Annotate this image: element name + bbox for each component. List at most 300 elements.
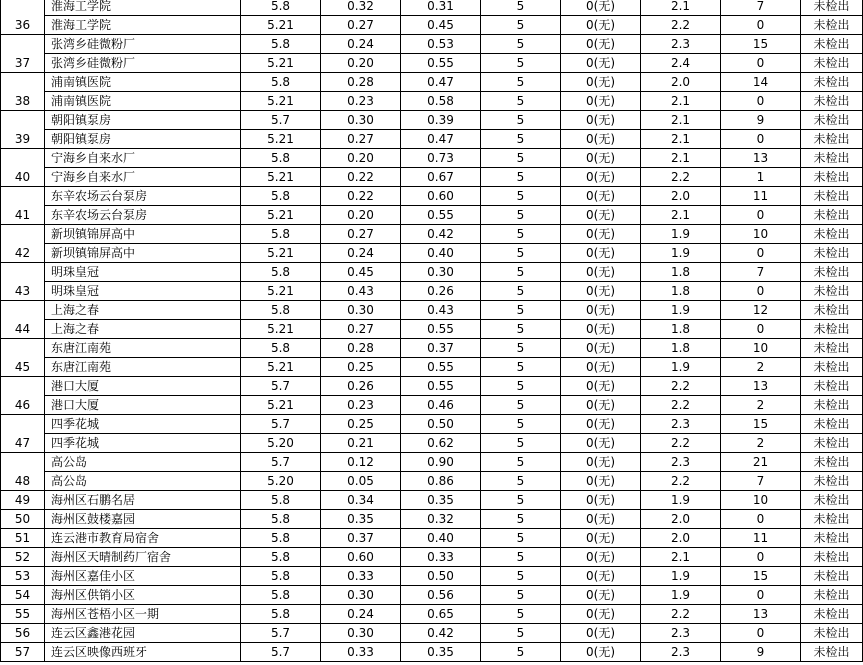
result-cell: 未检出 [801, 263, 863, 282]
row-number-cell: 51 [1, 529, 45, 548]
value-3-cell: 5 [481, 111, 561, 130]
table-row [1, 643, 863, 662]
table-body [1, 0, 863, 662]
site-name-cell: 宁海乡自来水厂 [45, 149, 241, 168]
value-1-cell: 0.05 [321, 472, 401, 491]
table-row [1, 168, 863, 187]
site-name-cell: 宁海乡自来水厂 [45, 168, 241, 187]
value-1-cell: 0.22 [321, 168, 401, 187]
value-2-cell: 0.67 [401, 168, 481, 187]
site-name-cell: 东唐江南苑 [45, 339, 241, 358]
site-name-cell: 海州区天晴制药厂宿舍 [45, 548, 241, 567]
sample-date-cell: 5.8 [241, 149, 321, 168]
sample-date-cell: 5.21 [241, 16, 321, 35]
value-6-cell: 0 [721, 92, 801, 111]
value-2-cell: 0.65 [401, 605, 481, 624]
site-name-cell: 四季花城 [45, 415, 241, 434]
value-6-cell: 11 [721, 187, 801, 206]
table-row [1, 396, 863, 415]
value-6-cell: 14 [721, 73, 801, 92]
value-2-cell: 0.56 [401, 586, 481, 605]
table-row [1, 339, 863, 358]
value-3-cell: 5 [481, 605, 561, 624]
value-5-cell: 2.1 [641, 149, 721, 168]
sample-date-cell: 5.8 [241, 0, 321, 16]
value-2-cell: 0.50 [401, 415, 481, 434]
table-row [1, 510, 863, 529]
sample-date-cell: 5.21 [241, 358, 321, 377]
value-2-cell: 0.32 [401, 510, 481, 529]
sample-date-cell: 5.8 [241, 35, 321, 54]
table-row [1, 301, 863, 320]
result-cell: 未检出 [801, 567, 863, 586]
value-3-cell: 5 [481, 377, 561, 396]
value-2-cell: 0.53 [401, 35, 481, 54]
table-row [1, 16, 863, 35]
sample-date-cell: 5.21 [241, 92, 321, 111]
value-5-cell: 1.9 [641, 358, 721, 377]
site-name-cell: 上海之春 [45, 301, 241, 320]
value-6-cell: 21 [721, 453, 801, 472]
sample-date-cell: 5.7 [241, 415, 321, 434]
value-6-cell: 2 [721, 434, 801, 453]
sample-date-cell: 5.21 [241, 54, 321, 73]
result-cell: 未检出 [801, 301, 863, 320]
row-number-cell: 52 [1, 548, 45, 567]
sample-date-cell: 5.21 [241, 282, 321, 301]
value-4-cell: 0(无) [561, 453, 641, 472]
value-3-cell: 5 [481, 35, 561, 54]
value-1-cell: 0.20 [321, 54, 401, 73]
value-5-cell: 2.2 [641, 605, 721, 624]
value-2-cell: 0.47 [401, 73, 481, 92]
value-4-cell: 0(无) [561, 472, 641, 491]
value-5-cell: 2.1 [641, 130, 721, 149]
value-1-cell: 0.30 [321, 624, 401, 643]
sample-date-cell: 5.7 [241, 453, 321, 472]
value-4-cell: 0(无) [561, 491, 641, 510]
table-row [1, 491, 863, 510]
result-cell: 未检出 [801, 415, 863, 434]
result-cell: 未检出 [801, 453, 863, 472]
table-row [1, 377, 863, 396]
value-4-cell: 0(无) [561, 567, 641, 586]
value-3-cell: 5 [481, 73, 561, 92]
table-row [1, 605, 863, 624]
value-1-cell: 0.30 [321, 111, 401, 130]
site-name-cell: 连云区映像西班牙 [45, 643, 241, 662]
site-name-cell: 海州区供销小区 [45, 586, 241, 605]
value-2-cell: 0.62 [401, 434, 481, 453]
sample-date-cell: 5.8 [241, 586, 321, 605]
value-6-cell: 0 [721, 282, 801, 301]
value-6-cell: 10 [721, 225, 801, 244]
result-cell: 未检出 [801, 377, 863, 396]
value-1-cell: 0.22 [321, 187, 401, 206]
value-5-cell: 2.0 [641, 510, 721, 529]
value-6-cell: 12 [721, 301, 801, 320]
result-cell: 未检出 [801, 548, 863, 567]
sample-date-cell: 5.8 [241, 567, 321, 586]
site-name-cell: 淮海工学院 [45, 16, 241, 35]
result-cell: 未检出 [801, 92, 863, 111]
value-6-cell: 0 [721, 206, 801, 225]
value-4-cell: 0(无) [561, 149, 641, 168]
value-1-cell: 0.21 [321, 434, 401, 453]
row-number-cell: 44 [1, 301, 45, 339]
row-number-cell: 54 [1, 586, 45, 605]
site-name-cell: 上海之春 [45, 320, 241, 339]
value-1-cell: 0.12 [321, 453, 401, 472]
value-2-cell: 0.42 [401, 624, 481, 643]
value-1-cell: 0.33 [321, 643, 401, 662]
value-4-cell: 0(无) [561, 301, 641, 320]
row-number-cell: 57 [1, 643, 45, 662]
value-5-cell: 2.3 [641, 35, 721, 54]
value-5-cell: 1.8 [641, 320, 721, 339]
value-4-cell: 0(无) [561, 168, 641, 187]
value-6-cell: 9 [721, 643, 801, 662]
value-6-cell: 1 [721, 168, 801, 187]
sample-date-cell: 5.20 [241, 472, 321, 491]
value-5-cell: 1.8 [641, 263, 721, 282]
value-3-cell: 5 [481, 396, 561, 415]
row-number-cell: 55 [1, 605, 45, 624]
sample-date-cell: 5.21 [241, 168, 321, 187]
table-row [1, 187, 863, 206]
value-4-cell: 0(无) [561, 263, 641, 282]
value-2-cell: 0.86 [401, 472, 481, 491]
value-3-cell: 5 [481, 415, 561, 434]
value-6-cell: 0 [721, 320, 801, 339]
value-1-cell: 0.28 [321, 73, 401, 92]
sample-date-cell: 5.7 [241, 111, 321, 130]
table-row [1, 624, 863, 643]
value-3-cell: 5 [481, 586, 561, 605]
value-5-cell: 2.0 [641, 73, 721, 92]
table-row [1, 415, 863, 434]
site-name-cell: 高公岛 [45, 453, 241, 472]
sample-date-cell: 5.7 [241, 643, 321, 662]
sample-date-cell: 5.8 [241, 263, 321, 282]
site-name-cell: 朝阳镇泵房 [45, 130, 241, 149]
value-2-cell: 0.55 [401, 206, 481, 225]
value-5-cell: 1.9 [641, 567, 721, 586]
result-cell: 未检出 [801, 605, 863, 624]
sample-date-cell: 5.8 [241, 187, 321, 206]
result-cell: 未检出 [801, 244, 863, 263]
sample-date-cell: 5.8 [241, 548, 321, 567]
value-1-cell: 0.27 [321, 225, 401, 244]
table-row [1, 453, 863, 472]
sample-date-cell: 5.7 [241, 377, 321, 396]
value-5-cell: 2.2 [641, 168, 721, 187]
result-cell: 未检出 [801, 434, 863, 453]
site-name-cell: 浦南镇医院 [45, 92, 241, 111]
value-4-cell: 0(无) [561, 206, 641, 225]
value-5-cell: 2.1 [641, 206, 721, 225]
value-2-cell: 0.40 [401, 529, 481, 548]
row-number-cell: 48 [1, 453, 45, 491]
value-6-cell: 15 [721, 567, 801, 586]
value-2-cell: 0.33 [401, 548, 481, 567]
value-4-cell: 0(无) [561, 529, 641, 548]
table-row [1, 111, 863, 130]
row-number-cell: 38 [1, 73, 45, 111]
site-name-cell: 淮海工学院 [45, 0, 241, 16]
value-4-cell: 0(无) [561, 320, 641, 339]
result-cell: 未检出 [801, 206, 863, 225]
value-4-cell: 0(无) [561, 548, 641, 567]
value-6-cell: 10 [721, 339, 801, 358]
site-name-cell: 东辛农场云台泵房 [45, 206, 241, 225]
value-1-cell: 0.30 [321, 586, 401, 605]
value-4-cell: 0(无) [561, 111, 641, 130]
site-name-cell: 朝阳镇泵房 [45, 111, 241, 130]
value-5-cell: 1.9 [641, 301, 721, 320]
value-6-cell: 0 [721, 586, 801, 605]
table-row [1, 0, 863, 16]
value-1-cell: 0.23 [321, 396, 401, 415]
result-cell: 未检出 [801, 73, 863, 92]
value-4-cell: 0(无) [561, 54, 641, 73]
value-4-cell: 0(无) [561, 339, 641, 358]
site-name-cell: 港口大厦 [45, 377, 241, 396]
row-number-cell: 37 [1, 35, 45, 73]
value-3-cell: 5 [481, 168, 561, 187]
value-4-cell: 0(无) [561, 586, 641, 605]
sample-date-cell: 5.8 [241, 529, 321, 548]
sample-date-cell: 5.21 [241, 206, 321, 225]
site-name-cell: 新坝镇锦屏高中 [45, 225, 241, 244]
value-6-cell: 13 [721, 377, 801, 396]
value-6-cell: 10 [721, 491, 801, 510]
table-row [1, 73, 863, 92]
site-name-cell: 连云港市教育局宿舍 [45, 529, 241, 548]
value-4-cell: 0(无) [561, 282, 641, 301]
site-name-cell: 连云区鑫港花园 [45, 624, 241, 643]
value-6-cell: 7 [721, 0, 801, 16]
value-1-cell: 0.60 [321, 548, 401, 567]
value-2-cell: 0.40 [401, 244, 481, 263]
site-name-cell: 港口大厦 [45, 396, 241, 415]
value-2-cell: 0.45 [401, 16, 481, 35]
row-number-cell: 39 [1, 111, 45, 149]
value-4-cell: 0(无) [561, 16, 641, 35]
result-cell: 未检出 [801, 225, 863, 244]
value-5-cell: 2.2 [641, 434, 721, 453]
result-cell: 未检出 [801, 130, 863, 149]
value-6-cell: 2 [721, 358, 801, 377]
value-6-cell: 0 [721, 54, 801, 73]
value-5-cell: 2.1 [641, 0, 721, 16]
value-4-cell: 0(无) [561, 377, 641, 396]
value-2-cell: 0.35 [401, 491, 481, 510]
value-3-cell: 5 [481, 225, 561, 244]
value-1-cell: 0.28 [321, 339, 401, 358]
site-name-cell: 海州区鼓楼嘉园 [45, 510, 241, 529]
row-number-cell: 45 [1, 339, 45, 377]
sample-date-cell: 5.8 [241, 73, 321, 92]
value-5-cell: 2.3 [641, 624, 721, 643]
row-number-cell: 42 [1, 225, 45, 263]
value-3-cell: 5 [481, 567, 561, 586]
result-cell: 未检出 [801, 396, 863, 415]
value-1-cell: 0.27 [321, 130, 401, 149]
site-name-cell: 高公岛 [45, 472, 241, 491]
value-6-cell: 7 [721, 472, 801, 491]
value-1-cell: 0.43 [321, 282, 401, 301]
value-4-cell: 0(无) [561, 434, 641, 453]
table-row [1, 529, 863, 548]
value-1-cell: 0.45 [321, 263, 401, 282]
value-3-cell: 5 [481, 0, 561, 16]
value-6-cell: 0 [721, 244, 801, 263]
result-cell: 未检出 [801, 54, 863, 73]
value-2-cell: 0.31 [401, 0, 481, 16]
sample-date-cell: 5.20 [241, 434, 321, 453]
row-number-cell: 41 [1, 187, 45, 225]
row-number-cell: 40 [1, 149, 45, 187]
value-5-cell: 2.2 [641, 377, 721, 396]
value-3-cell: 5 [481, 339, 561, 358]
table-row [1, 92, 863, 111]
value-2-cell: 0.58 [401, 92, 481, 111]
result-cell: 未检出 [801, 0, 863, 16]
table-row [1, 434, 863, 453]
value-3-cell: 5 [481, 491, 561, 510]
value-4-cell: 0(无) [561, 358, 641, 377]
value-4-cell: 0(无) [561, 92, 641, 111]
table-row [1, 244, 863, 263]
value-2-cell: 0.26 [401, 282, 481, 301]
value-2-cell: 0.55 [401, 358, 481, 377]
value-6-cell: 0 [721, 624, 801, 643]
value-2-cell: 0.55 [401, 54, 481, 73]
value-1-cell: 0.24 [321, 605, 401, 624]
value-1-cell: 0.26 [321, 377, 401, 396]
value-5-cell: 1.9 [641, 244, 721, 263]
result-cell: 未检出 [801, 586, 863, 605]
value-1-cell: 0.24 [321, 35, 401, 54]
value-5-cell: 1.8 [641, 282, 721, 301]
value-2-cell: 0.55 [401, 377, 481, 396]
value-5-cell: 2.1 [641, 111, 721, 130]
value-1-cell: 0.30 [321, 301, 401, 320]
site-name-cell: 新坝镇锦屏高中 [45, 244, 241, 263]
value-3-cell: 5 [481, 358, 561, 377]
sample-date-cell: 5.8 [241, 339, 321, 358]
value-2-cell: 0.47 [401, 130, 481, 149]
table-row [1, 548, 863, 567]
table-row [1, 130, 863, 149]
value-3-cell: 5 [481, 244, 561, 263]
value-3-cell: 5 [481, 320, 561, 339]
table-row [1, 206, 863, 225]
value-3-cell: 5 [481, 624, 561, 643]
value-3-cell: 5 [481, 187, 561, 206]
value-2-cell: 0.60 [401, 187, 481, 206]
row-number-cell: 53 [1, 567, 45, 586]
value-6-cell: 15 [721, 35, 801, 54]
value-6-cell: 9 [721, 111, 801, 130]
sample-date-cell: 5.8 [241, 491, 321, 510]
value-5-cell: 2.2 [641, 16, 721, 35]
result-cell: 未检出 [801, 149, 863, 168]
value-5-cell: 2.3 [641, 415, 721, 434]
value-2-cell: 0.35 [401, 643, 481, 662]
value-5-cell: 2.0 [641, 187, 721, 206]
result-cell: 未检出 [801, 624, 863, 643]
value-6-cell: 0 [721, 130, 801, 149]
value-3-cell: 5 [481, 301, 561, 320]
value-4-cell: 0(无) [561, 225, 641, 244]
value-4-cell: 0(无) [561, 130, 641, 149]
value-3-cell: 5 [481, 282, 561, 301]
value-1-cell: 0.24 [321, 244, 401, 263]
value-6-cell: 7 [721, 263, 801, 282]
value-6-cell: 0 [721, 510, 801, 529]
value-4-cell: 0(无) [561, 35, 641, 54]
table-row [1, 586, 863, 605]
value-2-cell: 0.37 [401, 339, 481, 358]
value-4-cell: 0(无) [561, 0, 641, 16]
value-5-cell: 2.3 [641, 453, 721, 472]
site-name-cell: 东唐江南苑 [45, 358, 241, 377]
value-3-cell: 5 [481, 548, 561, 567]
value-4-cell: 0(无) [561, 643, 641, 662]
value-3-cell: 5 [481, 263, 561, 282]
value-4-cell: 0(无) [561, 244, 641, 263]
value-1-cell: 0.20 [321, 206, 401, 225]
value-2-cell: 0.73 [401, 149, 481, 168]
sample-date-cell: 5.21 [241, 396, 321, 415]
value-3-cell: 5 [481, 206, 561, 225]
result-cell: 未检出 [801, 510, 863, 529]
value-2-cell: 0.30 [401, 263, 481, 282]
table-row [1, 149, 863, 168]
value-5-cell: 2.1 [641, 548, 721, 567]
site-name-cell: 东辛农场云台泵房 [45, 187, 241, 206]
value-1-cell: 0.25 [321, 358, 401, 377]
site-name-cell: 海州区石鹏名居 [45, 491, 241, 510]
result-cell: 未检出 [801, 282, 863, 301]
value-2-cell: 0.42 [401, 225, 481, 244]
row-number-cell: 56 [1, 624, 45, 643]
site-name-cell: 张湾乡硅微粉厂 [45, 35, 241, 54]
value-3-cell: 5 [481, 54, 561, 73]
value-3-cell: 5 [481, 92, 561, 111]
table-row [1, 320, 863, 339]
value-4-cell: 0(无) [561, 73, 641, 92]
site-name-cell: 明珠皇冠 [45, 263, 241, 282]
result-cell: 未检出 [801, 358, 863, 377]
value-6-cell: 13 [721, 149, 801, 168]
value-1-cell: 0.32 [321, 0, 401, 16]
result-cell: 未检出 [801, 187, 863, 206]
row-number-cell: 36 [1, 0, 45, 35]
result-cell: 未检出 [801, 35, 863, 54]
value-4-cell: 0(无) [561, 624, 641, 643]
value-1-cell: 0.37 [321, 529, 401, 548]
value-1-cell: 0.27 [321, 16, 401, 35]
value-1-cell: 0.25 [321, 415, 401, 434]
value-4-cell: 0(无) [561, 187, 641, 206]
sample-date-cell: 5.7 [241, 624, 321, 643]
value-1-cell: 0.23 [321, 92, 401, 111]
value-3-cell: 5 [481, 130, 561, 149]
result-cell: 未检出 [801, 643, 863, 662]
